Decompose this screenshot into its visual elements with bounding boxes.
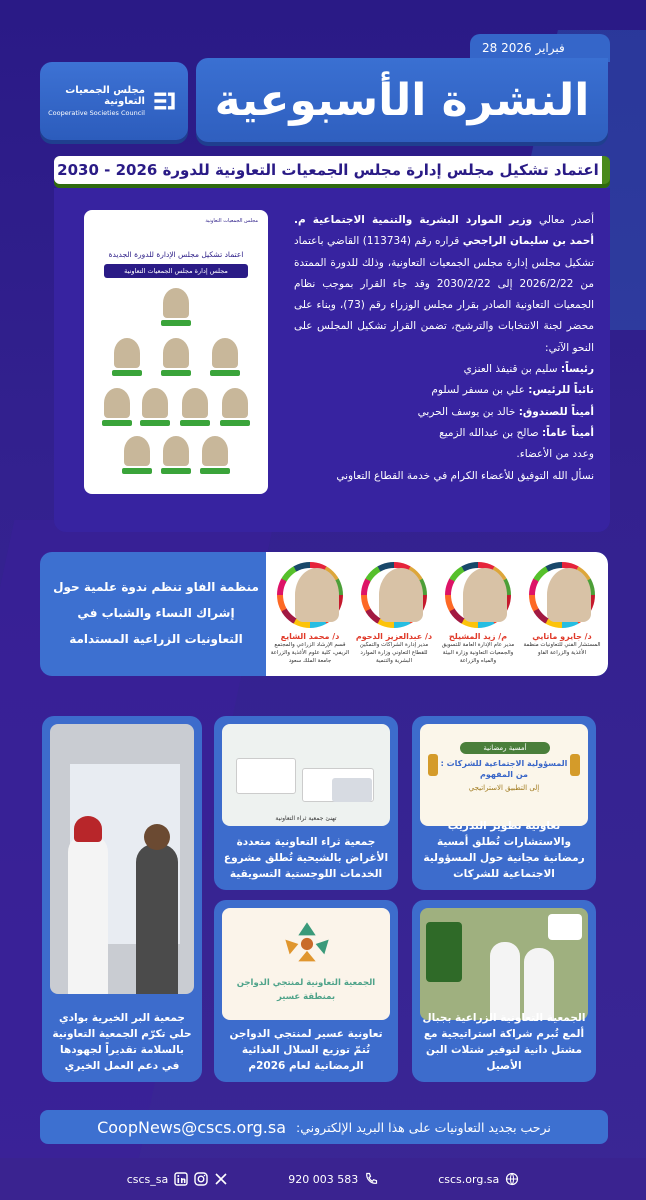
- social-handle: cscs_sa: [126, 1172, 169, 1186]
- person-figure: [490, 942, 520, 1020]
- ramadan-tag: أمسية رمضانية: [460, 742, 550, 754]
- article-body: أصدر معالي وزير الموارد البشرية والتنمية الاجتماعية م. أحمد بن سليمان الراجحي قراره رقم (113734) القاضي باعتماد تشكيل مجلس إدارة مجلس الجمعيات التعاونية، وذلك للدورة الممتدة من 2026/2/22 إلى 2030/2/22 وقد جاء القرار بموجب نظام الجمعيات التعاونية الصادر بقرار مجلس الوزراء رقم (73)، وبناء على محضر لجنة الانتخابات والترشيح، تضمن القرار تشكيل المجلس على النحو الآتي: رئيساً: سليم بن قنيفذ العنزي نائباً للرئيس: علي بن مسفر لسلوم أميناً للصندوق: خالد بن يوسف الحربي أميناً عاماً: صالح بن عبدالله الزميع وعدد من الأعضاء. نسأل الله التوفيق للأعضاء الكرام في خدمة القطاع التعاوني: [294, 214, 594, 482]
- member-photo: [142, 388, 168, 418]
- speakers-panel: [266, 552, 608, 676]
- truck-image: [332, 778, 372, 802]
- news-image: [420, 908, 588, 1020]
- nursery-sign: [426, 922, 462, 982]
- member-photo: [222, 388, 248, 418]
- member-photo: [212, 338, 238, 368]
- member-photo: [163, 288, 189, 318]
- email-invite-bar: [40, 1110, 608, 1144]
- news-card[interactable]: [214, 716, 398, 890]
- website-url: cscs.org.sa: [438, 1172, 500, 1186]
- news-card[interactable]: [42, 716, 202, 1082]
- role-secretary-label: أميناً عاماً:: [541, 426, 594, 439]
- email-invite-text: نرحب بجديد التعاونيات على هذا البريد الإلكتروني:: [296, 1119, 551, 1135]
- speaker-card: د/ عبدالعزيز الدحوم مدير إدارة الشراكات والتمكين للقطاع التعاوني وزارة الموارد البشرية والتنمية: [354, 562, 434, 665]
- news-email-link[interactable]: CoopNews@cscs.org.sa: [97, 1117, 287, 1137]
- member-photo: [104, 388, 130, 418]
- news-caption: جمعية البر الخيرية بوادي حلي تكرّم الجمعية التعاونية بالسلامة تقديراً لجهودها في دعم العمل الخيري: [52, 1012, 192, 1072]
- speaker-card: د/ محمد الشايع قسم الإرشاد الزراعي والمجتمع الريفي، كلية علوم الأغذية والزراعة جامعة الملك سعود: [270, 562, 350, 665]
- council-logo[interactable]: [40, 62, 188, 140]
- fao-seminar-banner[interactable]: [40, 552, 608, 676]
- news-image: [420, 724, 588, 826]
- newsletter-title: النشرة الأسبوعية: [214, 74, 590, 126]
- issue-date: 28 فبراير 2026: [470, 34, 610, 62]
- footer-phone[interactable]: [288, 1172, 378, 1186]
- globe-network-icon: [505, 1172, 519, 1186]
- member-photo: [124, 436, 150, 466]
- news-card[interactable]: [412, 900, 596, 1082]
- person-figure: [68, 834, 108, 994]
- phone-number: 920 003 583: [288, 1172, 359, 1186]
- logo-arabic: مجلس الجمعيات التعاونية: [65, 85, 145, 107]
- lantern-icon: [428, 754, 438, 776]
- council-logo-icon: [151, 85, 178, 117]
- partner-logo: [548, 914, 582, 940]
- newsletter-title-box: [196, 58, 608, 142]
- news-caption: تعاونية تطوير التدريب والاستشارات تُطلق أمسية رمضانية مجانية حول المسؤولية الاجتماعية للشركات: [423, 820, 585, 880]
- phone-icon: [364, 1172, 378, 1186]
- news-card[interactable]: [412, 716, 596, 890]
- minister-name: وزير الموارد البشرية والتنمية الاجتماعية م. أحمد بن سليمان الراجحي: [294, 214, 594, 248]
- news-image: [222, 908, 390, 1020]
- logo-english: Cooperative Societies Council: [48, 109, 145, 117]
- truck-image: [236, 758, 296, 794]
- x-icon[interactable]: [214, 1172, 228, 1186]
- footer: [0, 1158, 646, 1200]
- person-figure: [136, 844, 178, 994]
- member-photo: [163, 338, 189, 368]
- member-photo: [202, 436, 228, 466]
- poster-subtitle: مجلس إدارة مجلس الجمعيات التعاونية: [104, 264, 248, 278]
- main-headline: اعتماد تشكيل مجلس إدارة مجلس الجمعيات التعاونية للدورة 2026 - 2030: [57, 161, 599, 179]
- members-line: وعدد من الأعضاء.: [516, 448, 594, 461]
- news-caption: جمعية ثراء التعاونية متعددة الأغراض بالشيحية تُطلق مشروع الخدمات اللوجستية التسويقية: [223, 836, 389, 880]
- main-headline-bar: [54, 156, 610, 188]
- main-article: [54, 188, 610, 532]
- board-poster-image[interactable]: [84, 210, 268, 494]
- poultry-society-logo-icon: [272, 918, 342, 970]
- news-caption: تعاونية عسير لمنتجي الدواجن تُتمّ توزيع السلال الغذائية الرمضانية لعام 2026م: [229, 1028, 383, 1072]
- role-vice-label: نائباً للرئيس:: [528, 384, 594, 397]
- image-title: المسؤولية الاجتماعية للشركات : من المفهوم: [440, 759, 568, 779]
- linkedin-icon[interactable]: [174, 1172, 188, 1186]
- image-text: تهنئ جمعية ثراء التعاونية: [275, 815, 337, 822]
- news-image: [50, 724, 194, 994]
- speaker-card: م/ زيد المشيلح مدير عام الإدارة العامة للتسويق والجمعيات التعاونية وزارة البيئة والمياه والزراعة: [438, 562, 518, 665]
- member-photo: [182, 388, 208, 418]
- role-treasurer-label: أميناً للصندوق:: [518, 405, 594, 418]
- news-card[interactable]: [214, 900, 398, 1082]
- person-head: [74, 816, 102, 842]
- image-subtitle: إلى التطبيق الاستراتيجي: [468, 784, 540, 792]
- instagram-icon[interactable]: [194, 1172, 208, 1186]
- footer-website[interactable]: [438, 1172, 519, 1186]
- role-chairman-label: رئيساً:: [560, 363, 594, 376]
- member-photo: [114, 338, 140, 368]
- person-head: [144, 824, 170, 850]
- speaker-card: د/ جايرو ماتايي المستشار الفني للتعاونيات منظمة الأغذية والزراعة الفاو: [522, 562, 602, 657]
- closing-line: نسأل الله التوفيق للأعضاء الكرام في خدمة القطاع التعاوني: [336, 469, 594, 482]
- news-image: [222, 724, 390, 826]
- footer-social[interactable]: [127, 1172, 229, 1186]
- lantern-icon: [570, 754, 580, 776]
- seminar-title: منظمة الفاو تنظم ندوة علمية حول إشراك النساء والشباب في التعاونيات الزراعية المستدامة: [53, 580, 259, 646]
- poster-logo: مجلس الجمعيات التعاونية: [205, 218, 258, 224]
- image-text: الجمعية التعاونية لمنتجي الدواجن بمنطقة عسير: [236, 978, 376, 1002]
- news-caption: الجمعية التعاونية الزراعية بجبال ألمع تُبرم شراكة استراتيجية مع مشتل دانية لتوفير شتلات البن الأصيل: [422, 1012, 586, 1072]
- poster-title: اعتماد تشكيل مجلس الإدارة للدورة الجديدة: [108, 250, 244, 259]
- member-photo: [163, 436, 189, 466]
